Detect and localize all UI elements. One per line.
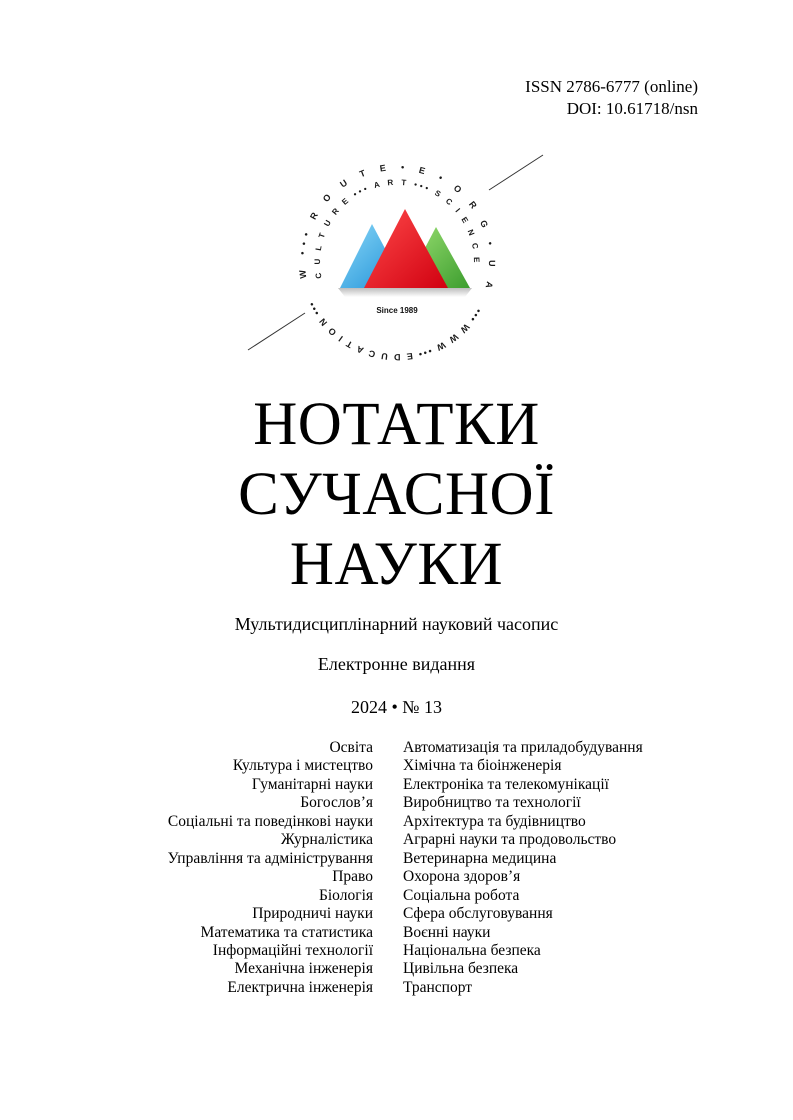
discipline-item: Архітектура та будівництво: [403, 812, 586, 830]
discipline-item: Освіта: [329, 739, 373, 756]
journal-title-line-2: СУЧАСНОЇ: [238, 461, 555, 528]
logo-ring-bottom-text: ••• W W W ••• E D U C A T I O N •••: [306, 300, 484, 363]
publisher-logo: [240, 145, 550, 370]
discipline-item: Журналістика: [280, 831, 373, 849]
journal-title: [0, 390, 793, 600]
issn-text: ISSN 2786-6777 (online): [525, 77, 698, 96]
discipline-item: Право: [332, 868, 373, 886]
discipline-item: Автоматизація та приладобудування: [403, 739, 643, 756]
discipline-item: Культура і мистецтво: [232, 757, 373, 775]
discipline-item: Богослов’я: [300, 794, 373, 812]
discipline-item: Математика та статистика: [200, 923, 373, 941]
discipline-item: Біологія: [318, 886, 373, 904]
disciplines-right-column: [403, 739, 733, 997]
disciplines-left-column: [80, 739, 373, 997]
discipline-item: Цивільна безпека: [403, 960, 519, 978]
discipline-item: Гуманітарні науки: [251, 775, 373, 793]
discipline-item: Природничі науки: [252, 905, 373, 923]
discipline-item: Механічна інженерія: [234, 960, 373, 978]
discipline-item: Охорона здоров’я: [403, 868, 521, 886]
discipline-item: Електроніка та телекомунікації: [403, 775, 609, 793]
logo-line-right: [489, 155, 543, 190]
logo-line-left: [248, 313, 305, 350]
discipline-item: Ветеринарна медицина: [403, 849, 557, 867]
logo-since-text: Since 1989: [376, 306, 418, 315]
discipline-item: Інформаційні технології: [212, 941, 373, 959]
issn-doi-block: [525, 76, 698, 120]
journal-title-line-1: НОТАТКИ: [253, 391, 540, 458]
discipline-item: Сфера обслуговування: [403, 905, 553, 923]
edition-type: Електронне видання: [317, 654, 476, 674]
discipline-item: Управління та адміністрування: [167, 849, 373, 867]
logo-base-shadow: [338, 288, 472, 297]
journal-subtitle: Мультидисциплінарний науковий часопис: [234, 614, 559, 634]
discipline-item: Виробництво та технології: [403, 794, 581, 812]
discipline-item: Соціальні та поведінкові науки: [167, 812, 373, 830]
discipline-item: Аграрні науки та продовольство: [403, 831, 617, 849]
discipline-item: Хімічна та біоінженерія: [403, 757, 562, 775]
discipline-item: Національна безпека: [403, 941, 541, 959]
issue-number: 2024 • № 13: [351, 697, 442, 717]
discipline-item: Соціальна робота: [403, 886, 520, 904]
discipline-item: Транспорт: [403, 978, 473, 996]
discipline-item: Електрична інженерія: [227, 978, 373, 996]
discipline-item: Воєнні науки: [403, 923, 491, 941]
journal-title-line-3: НАУКИ: [289, 531, 504, 598]
logo-ring-outer-text: W ••• R O U T E • E • O R G • U A: [297, 162, 498, 290]
logo-ring-inner-text: C U L T U R E ••• A R T ••• S C I E N C E: [312, 177, 482, 280]
doi-text: DOI: 10.61718/nsn: [566, 99, 698, 118]
